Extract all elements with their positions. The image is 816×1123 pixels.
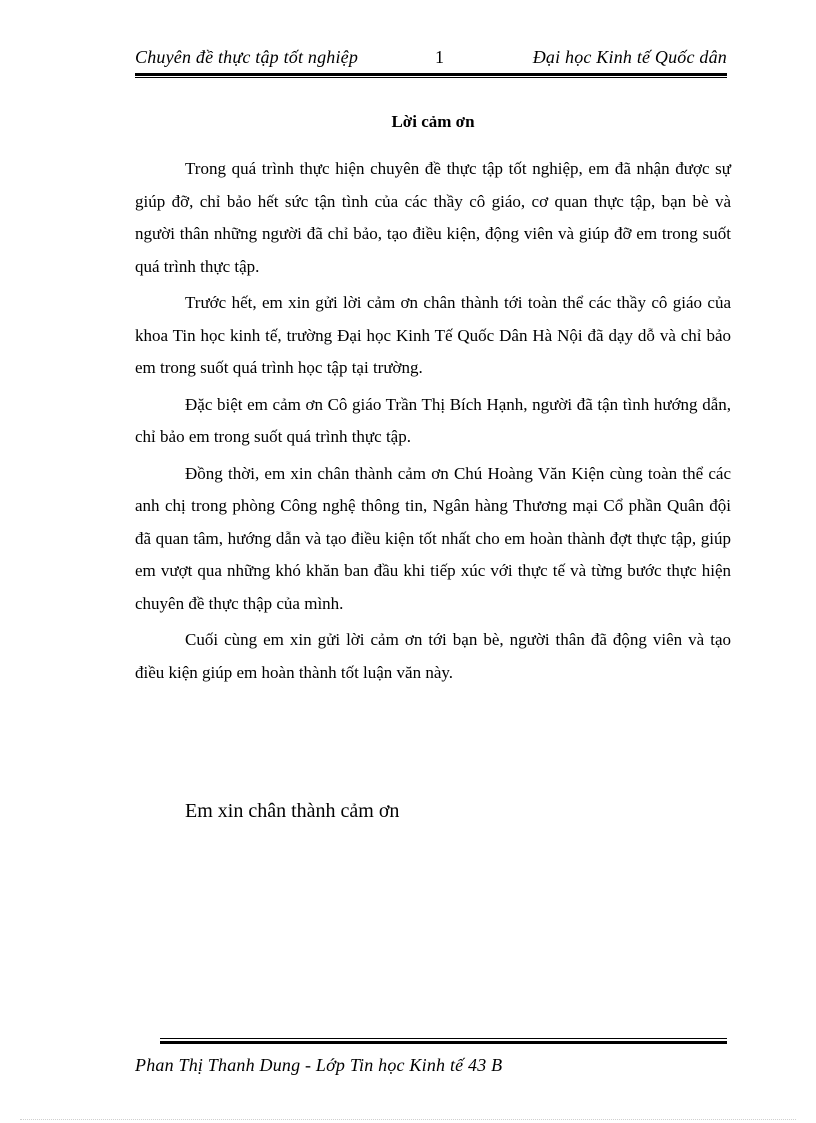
header-page-number: 1 xyxy=(435,47,445,67)
acknowledgement-body xyxy=(135,153,731,693)
header-rule xyxy=(135,73,727,78)
header-document-type: Chuyên đề thực tập tốt nghiệp xyxy=(135,47,359,67)
paragraph-2: Trước hết, em xin gửi lời cảm ơn chân thành tới toàn thể các thầy cô giáo của khoa Tin học kinh tế, trường Đại học Kinh Tế Quốc Dân Hà Nội đã dạy dỗ và chỉ bảo em trong suốt quá trình học tập tại trường. xyxy=(135,293,731,377)
page-edge-divider xyxy=(20,1119,796,1120)
footer-rule xyxy=(160,1038,727,1044)
header-university: Đại học Kinh tế Quốc dân xyxy=(532,47,727,67)
paragraph-4: Đồng thời, em xin chân thành cảm ơn Chú Hoàng Văn Kiện cùng toàn thể các anh chị trong phòng Công nghệ thông tin, Ngân hàng Thương mại Cổ phần Quân đội đã quan tâm, hướng dẫn và tạo điều kiện tốt nhất cho em hoàn thành đợt thực tập, giúp em vượt qua những khó khăn ban đầu khi tiếp xúc với thực tế và từng bước thực hiện chuyên đề thực thập của mình. xyxy=(135,463,731,613)
page-footer: Phan Thị Thanh Dung - Lớp Tin học Kinh tế 43 B xyxy=(135,1055,503,1075)
signoff: Em xin chân thành cảm ơn xyxy=(185,800,400,822)
paragraph-5: Cuối cùng em xin gửi lời cảm ơn tới bạn bè, người thân đã động viên và tạo điều kiện giúp em hoàn thành tốt luận văn này. xyxy=(135,630,731,682)
page-title: Lời cảm ơn xyxy=(391,112,475,131)
page-header xyxy=(135,47,727,71)
paragraph-3: Đặc biệt em cảm ơn Cô giáo Trần Thị Bích Hạnh, người đã tận tình hướng dẫn, chỉ bảo em trong suốt quá trình thực tập. xyxy=(135,394,731,446)
paragraph-1: Trong quá trình thực hiện chuyên đề thực tập tốt nghiệp, em đã nhận được sự giúp đỡ, chỉ bảo hết sức tận tình của các thầy cô giáo, cơ quan thực tập, bạn bè và người thân những người đã chỉ bảo, tạo điều kiện, động viên và giúp đỡ em trong suốt quá trình thực tập. xyxy=(135,159,731,276)
